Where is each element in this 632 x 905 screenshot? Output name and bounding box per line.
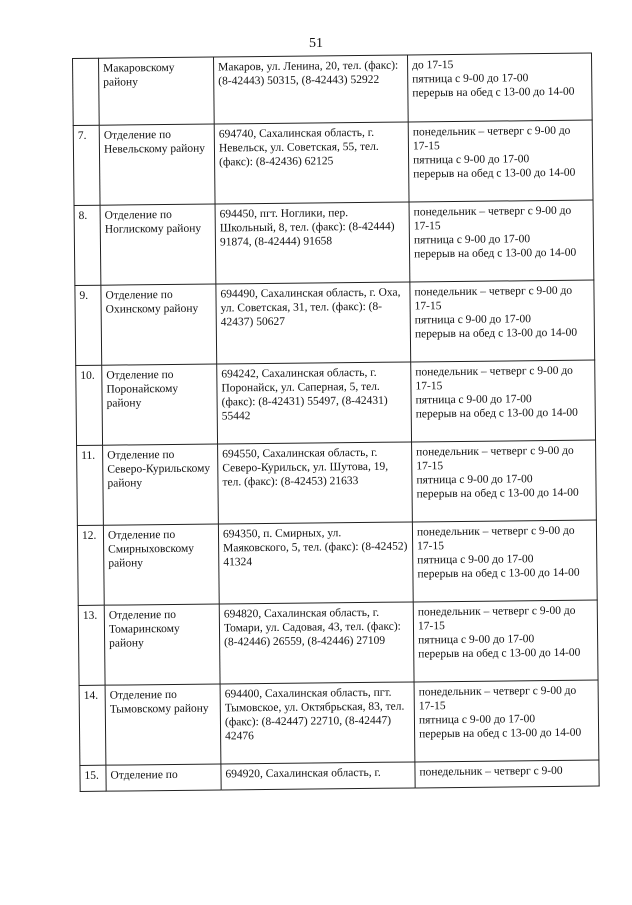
office-name: Макаровскому району bbox=[99, 57, 215, 125]
office-hours: понедельник – четверг с 9-00 до 17-15 пятница с 9-00 до 17-00 перерыв на обед с 13-00 до 14-00 bbox=[413, 600, 598, 682]
table-row bbox=[74, 200, 594, 285]
office-hours: понедельник – четверг с 9-00 до 17-15 пятница с 9-00 до 17-00 перерыв на обед с 13-00 до 14-00 bbox=[408, 120, 593, 202]
table-row bbox=[78, 600, 598, 685]
office-address: 694450, пгт. Ноглики, пер. Школьный, 8, тел. (факс): (8-42444) 91874, (8-42444) 91658 bbox=[215, 202, 410, 284]
table-row bbox=[73, 120, 593, 205]
office-address: 694490, Сахалинская область, г. Оха, ул. Советская, 31, тел. (факс): (8-42437) 50627 bbox=[216, 282, 411, 364]
page-number: 51 bbox=[309, 36, 323, 51]
office-hours: понедельник – четверг с 9-00 до 17-15 пятница с 9-00 до 17-00 перерыв на обед с 13-00 до 14-00 bbox=[409, 200, 594, 282]
office-name: Отделение по Смирныховскому району bbox=[103, 524, 219, 605]
office-hours: понедельник – четверг с 9-00 до 17-15 пятница с 9-00 до 17-00 перерыв на обед с 13-00 до 14-00 bbox=[410, 280, 595, 362]
office-name: Отделение по Невельскому району bbox=[99, 124, 215, 205]
office-name: Отделение по Тымовскому району bbox=[105, 684, 221, 765]
office-name: Отделение по bbox=[106, 764, 221, 791]
row-number bbox=[73, 58, 100, 125]
row-number: 13. bbox=[78, 605, 105, 685]
row-number: 14. bbox=[79, 685, 106, 765]
table-row bbox=[73, 53, 593, 125]
office-address: 694740, Сахалинская область, г. Невельск, ул. Советская, 55, тел. (факс): (8-42436) 62125 bbox=[214, 122, 409, 204]
table-row bbox=[76, 360, 596, 445]
office-name: Отделение по Поронайскому району bbox=[102, 364, 218, 445]
office-name: Отделение по Ноглискому району bbox=[100, 204, 216, 285]
office-hours: понедельник – четверг с 9-00 до 17-15 пятница с 9-00 до 17-00 перерыв на обед с 13-00 до 14-00 bbox=[411, 360, 596, 442]
office-address: 694550, Сахалинская область, г. Северо-Курильск, ул. Шутова, 19, тел. (факс): (8-42453) 21633 bbox=[218, 442, 413, 524]
offices-table bbox=[72, 53, 600, 792]
row-number: 12. bbox=[77, 525, 104, 605]
office-address: 694242, Сахалинская область, г. Поронайск, ул. Саперная, 5, тел. (факс): (8-42431) 55497, (8-42431) 55442 bbox=[217, 362, 412, 444]
office-hours: до 17-15 пятница с 9-00 до 17-00 перерыв на обед с 13-00 до 14-00 bbox=[407, 53, 592, 122]
office-hours: понедельник – четверг с 9-00 до 17-15 пятница с 9-00 до 17-00 перерыв на обед с 13-00 до 14-00 bbox=[412, 520, 597, 602]
row-number: 9. bbox=[75, 285, 102, 365]
office-address: 694820, Сахалинская область, г. Томари, ул. Садовая, 43, тел. (факс): (8-42446) 26559, (8-42446) 27109 bbox=[219, 602, 414, 684]
row-number: 8. bbox=[74, 205, 101, 285]
office-name: Отделение по Томаринскому району bbox=[104, 604, 220, 685]
office-hours: понедельник – четверг с 9-00 до 17-15 пятница с 9-00 до 17-00 перерыв на обед с 13-00 до 14-00 bbox=[414, 680, 599, 762]
office-address: Макаров, ул. Ленина, 20, тел. (факс): (8-42443) 50315, (8-42443) 52922 bbox=[213, 55, 408, 124]
table-row bbox=[77, 520, 597, 605]
office-hours: понедельник – четверг с 9-00 bbox=[415, 760, 599, 788]
office-name: Отделение по Охинскому району bbox=[101, 284, 217, 365]
office-hours: понедельник – четверг с 9-00 до 17-15 пятница с 9-00 до 17-00 перерыв на обед с 13-00 до 14-00 bbox=[412, 440, 597, 522]
office-address: 694920, Сахалинская область, г. bbox=[221, 762, 415, 790]
office-address: 694400, Сахалинская область, пгт. Тымовское, ул. Октябрьская, 83, тел. (факс): (8-42447) 22710, (8-42447) 42476 bbox=[220, 682, 415, 764]
row-number: 11. bbox=[77, 445, 104, 525]
row-number: 10. bbox=[76, 365, 103, 445]
table-row bbox=[75, 280, 595, 365]
office-name: Отделение по Северо-Курильскому району bbox=[103, 444, 219, 525]
table-row bbox=[79, 680, 599, 765]
row-number: 15. bbox=[80, 765, 106, 791]
row-number: 7. bbox=[73, 125, 100, 205]
office-address: 694350, п. Смирных, ул. Маяковского, 5, тел. (факс): (8-42452) 41324 bbox=[218, 522, 413, 604]
table-row bbox=[80, 760, 599, 791]
table-row bbox=[77, 440, 597, 525]
